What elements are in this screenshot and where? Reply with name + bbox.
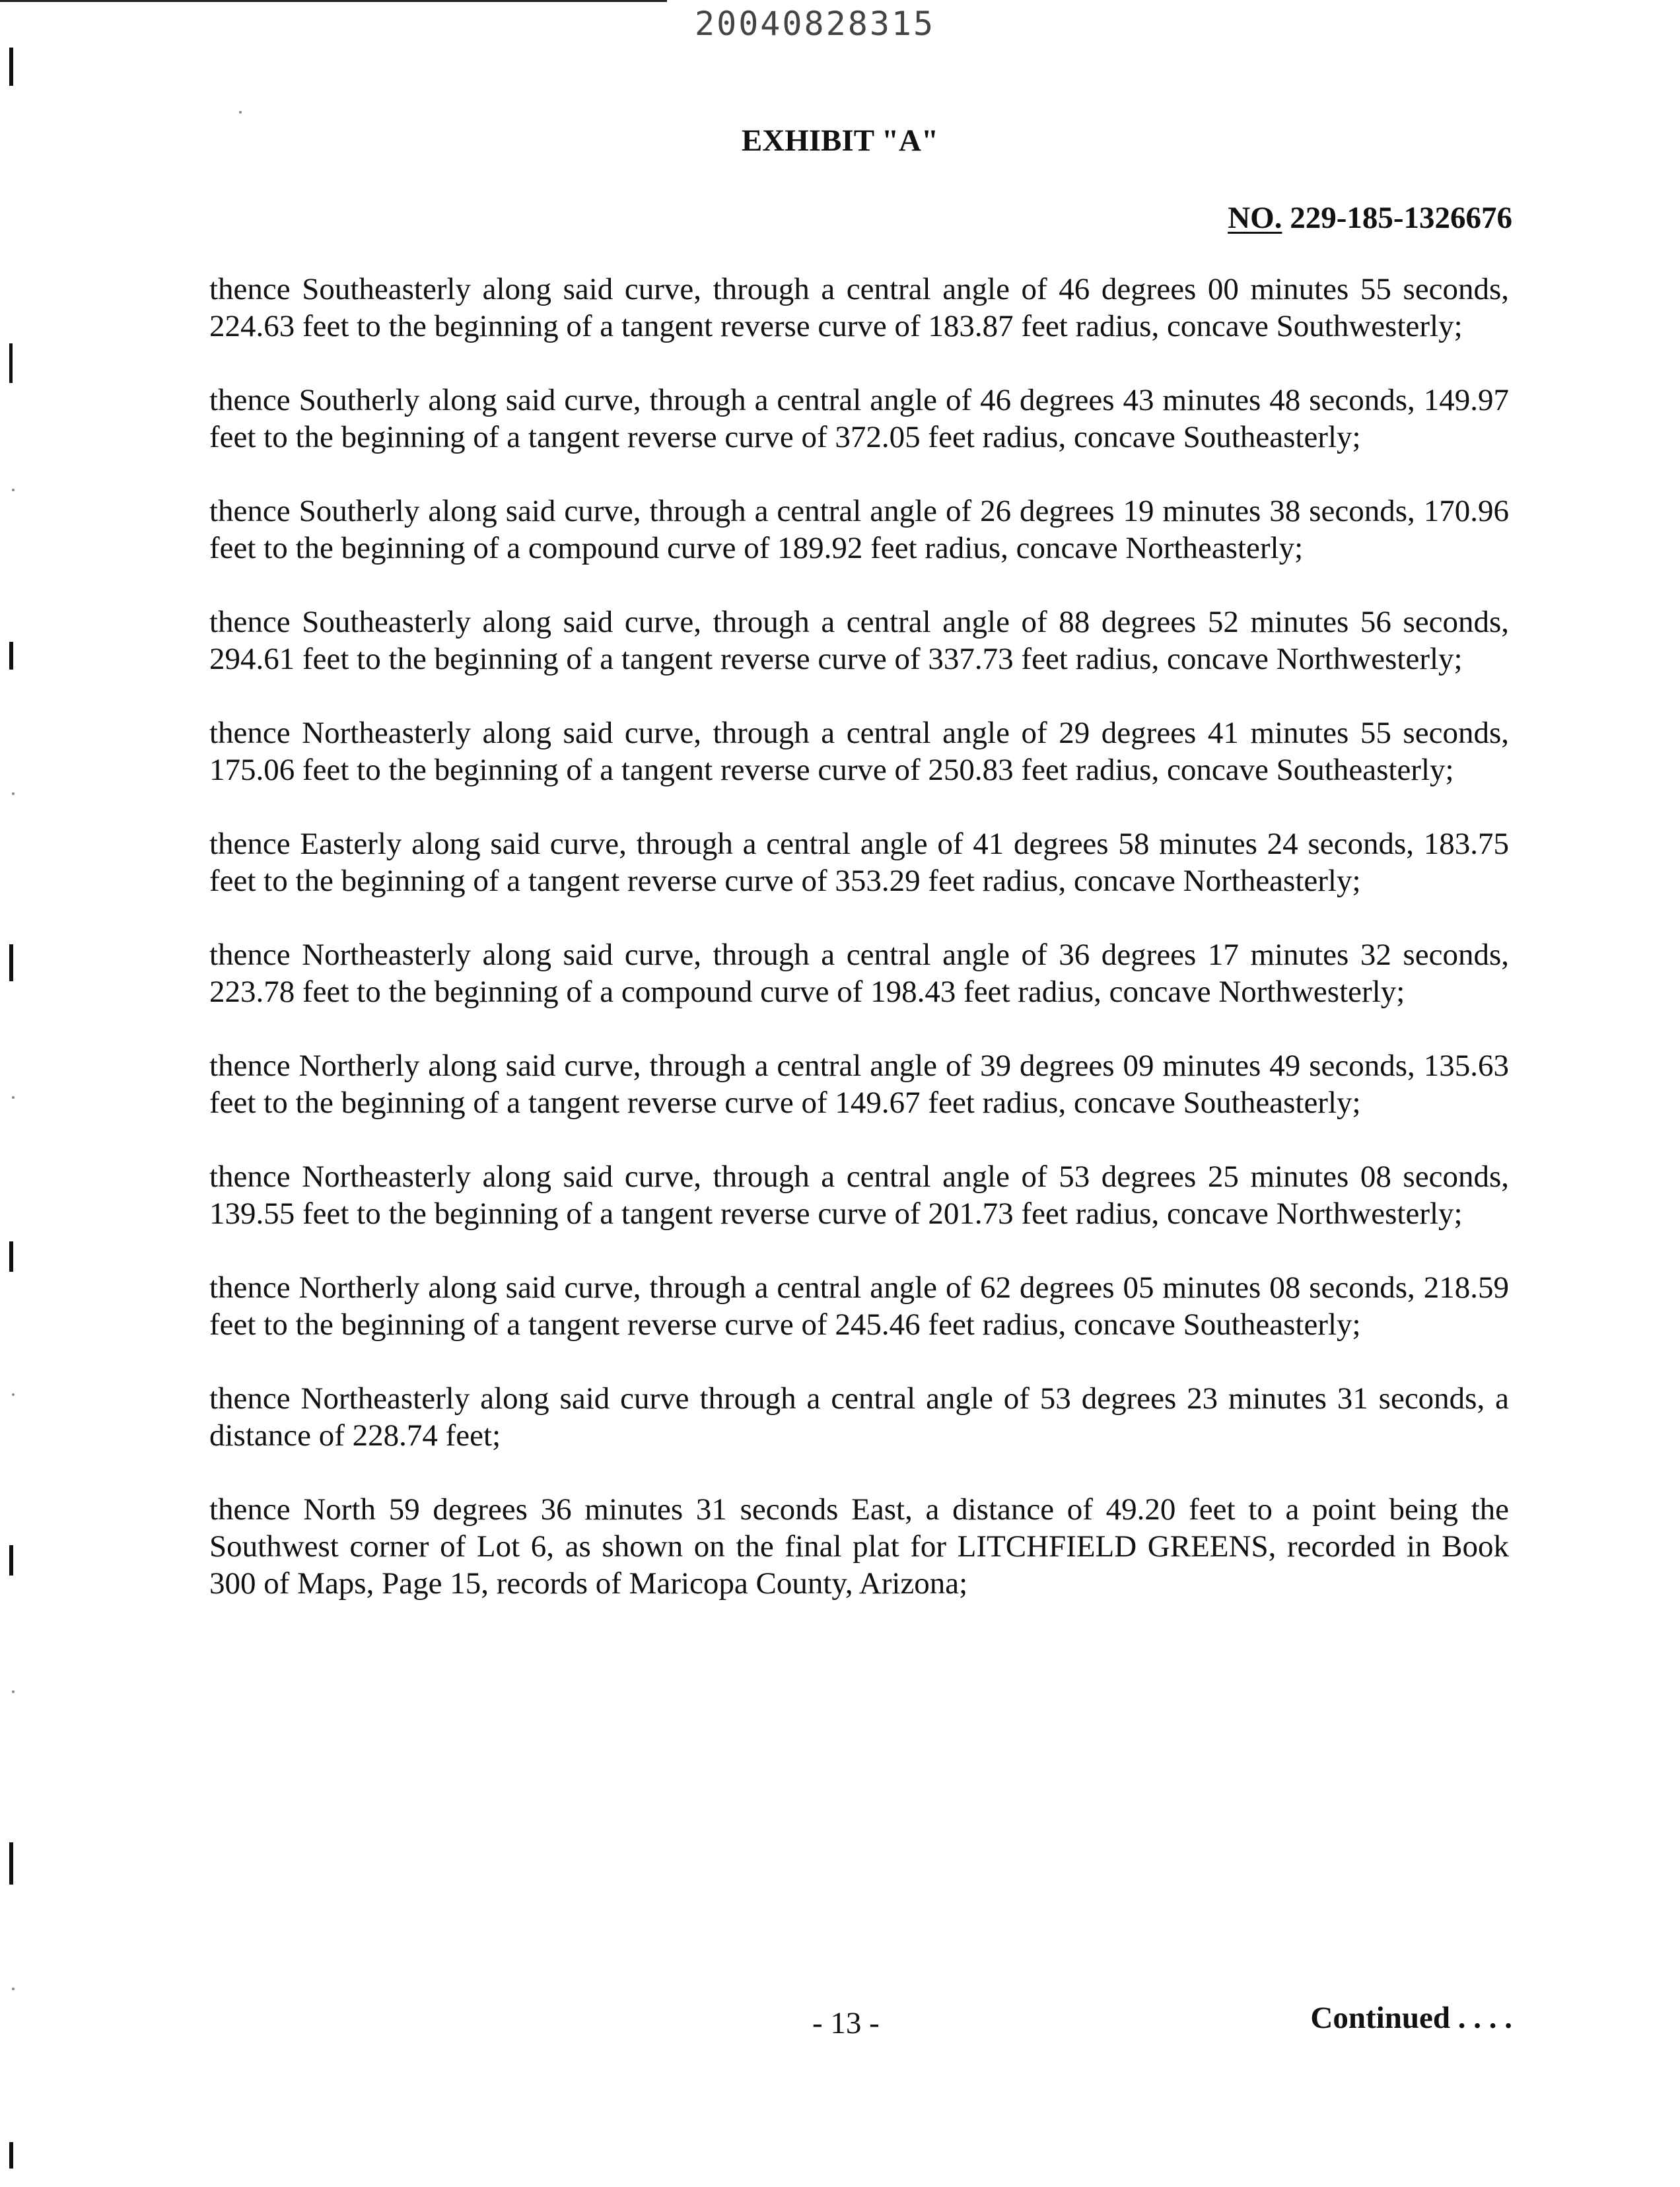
document-number-label: NO. [1228,201,1282,235]
scan-edge-mark [9,642,13,670]
exhibit-title: EXHIBIT "A" [741,123,939,158]
legal-description-paragraph: thence Northeasterly along said curve through a central angle of 53 degrees 23 minutes 31 seconds, a distance of 228.74 feet; [209,1381,1509,1453]
legal-description-paragraph: thence Southeasterly along said curve, through a central angle of 88 degrees 52 minutes 56 seconds, 294.61 feet to the beginning of a tangent reverse curve of 337.73 feet radius, concave Northwesterly; [209,605,1509,676]
scan-speck [12,1690,15,1693]
legal-description-paragraph: thence Northeasterly along said curve, through a central angle of 53 degrees 25 minutes 08 seconds, 139.55 feet to the beginning of a tangent reverse curve of 201.73 feet radius, concave Northwesterly; [209,1160,1509,1231]
legal-description-paragraph: thence Southeasterly along said curve, through a central angle of 46 degrees 00 minutes 55 seconds, 224.63 feet to the beginning of a tangent reverse curve of 183.87 feet radius, concave Southwesterly; [209,272,1509,343]
legal-description-paragraph: thence Northeasterly along said curve, through a central angle of 29 degrees 41 minutes 55 seconds, 175.06 feet to the beginning of a tangent reverse curve of 250.83 feet radius, concave Southeasterly; [209,716,1509,787]
scan-speck [12,489,15,491]
scan-speck [239,111,242,114]
scan-edge-mark [9,1842,13,1885]
legal-description-paragraph: thence Easterly along said curve, through a central angle of 41 degrees 58 minutes 24 seconds, 183.75 feet to the beginning of a tangent reverse curve of 353.29 feet radius, concave Northeasterly; [209,827,1509,898]
scan-edge-mark [9,343,13,383]
document-number [1228,199,1512,236]
scan-speck [12,792,15,795]
scan-edge-mark [9,944,13,981]
page-number: - 13 - [812,2006,880,2040]
legal-description-body [209,271,1509,1639]
legal-description-paragraph: thence Southerly along said curve, through a central angle of 46 degrees 43 minutes 48 seconds, 149.97 feet to the beginning of a tangent reverse curve of 372.05 feet radius, concave Southeasterly; [209,383,1509,454]
legal-description-paragraph: thence Northerly along said curve, through a central angle of 62 degrees 05 minutes 08 seconds, 218.59 feet to the beginning of a tangent reverse curve of 245.46 feet radius, concave Southeasterly; [209,1270,1509,1342]
continued-label: Continued . . . . [1310,2001,1512,2035]
legal-description-paragraph: thence Southerly along said curve, through a central angle of 26 degrees 19 minutes 38 seconds, 170.96 feet to the beginning of a compound curve of 189.92 feet radius, concave Northeasterly; [209,494,1509,565]
scan-edge-mark [9,1545,13,1576]
legal-description-paragraph: thence Northerly along said curve, through a central angle of 39 degrees 09 minutes 49 seconds, 135.63 feet to the beginning of a tangent reverse curve of 149.67 feet radius, concave Southeasterly; [209,1049,1509,1120]
scan-speck [12,1988,15,1990]
top-rule-divider [0,0,667,2]
legal-description-paragraph: thence North 59 degrees 36 minutes 31 seconds East, a distance of 49.20 feet to a point being the Southwest corner of Lot 6, as shown on the final plat for LITCHFIELD GREENS, recorded in Book 300 of Maps, Page 15, records of Maricopa County, Arizona; [209,1492,1509,1601]
scan-speck [12,1393,15,1396]
scan-edge-mark [9,48,13,86]
scan-edge-mark [9,1241,13,1272]
recording-number: 20040828315 [695,5,936,43]
scan-edge-mark [9,2142,13,2169]
scan-speck [12,1096,15,1099]
legal-description-paragraph: thence Northeasterly along said curve, through a central angle of 36 degrees 17 minutes 32 seconds, 223.78 feet to the beginning of a compound curve of 198.43 feet radius, concave Northwesterly; [209,938,1509,1009]
document-number-value: 229-185-1326676 [1290,201,1512,235]
